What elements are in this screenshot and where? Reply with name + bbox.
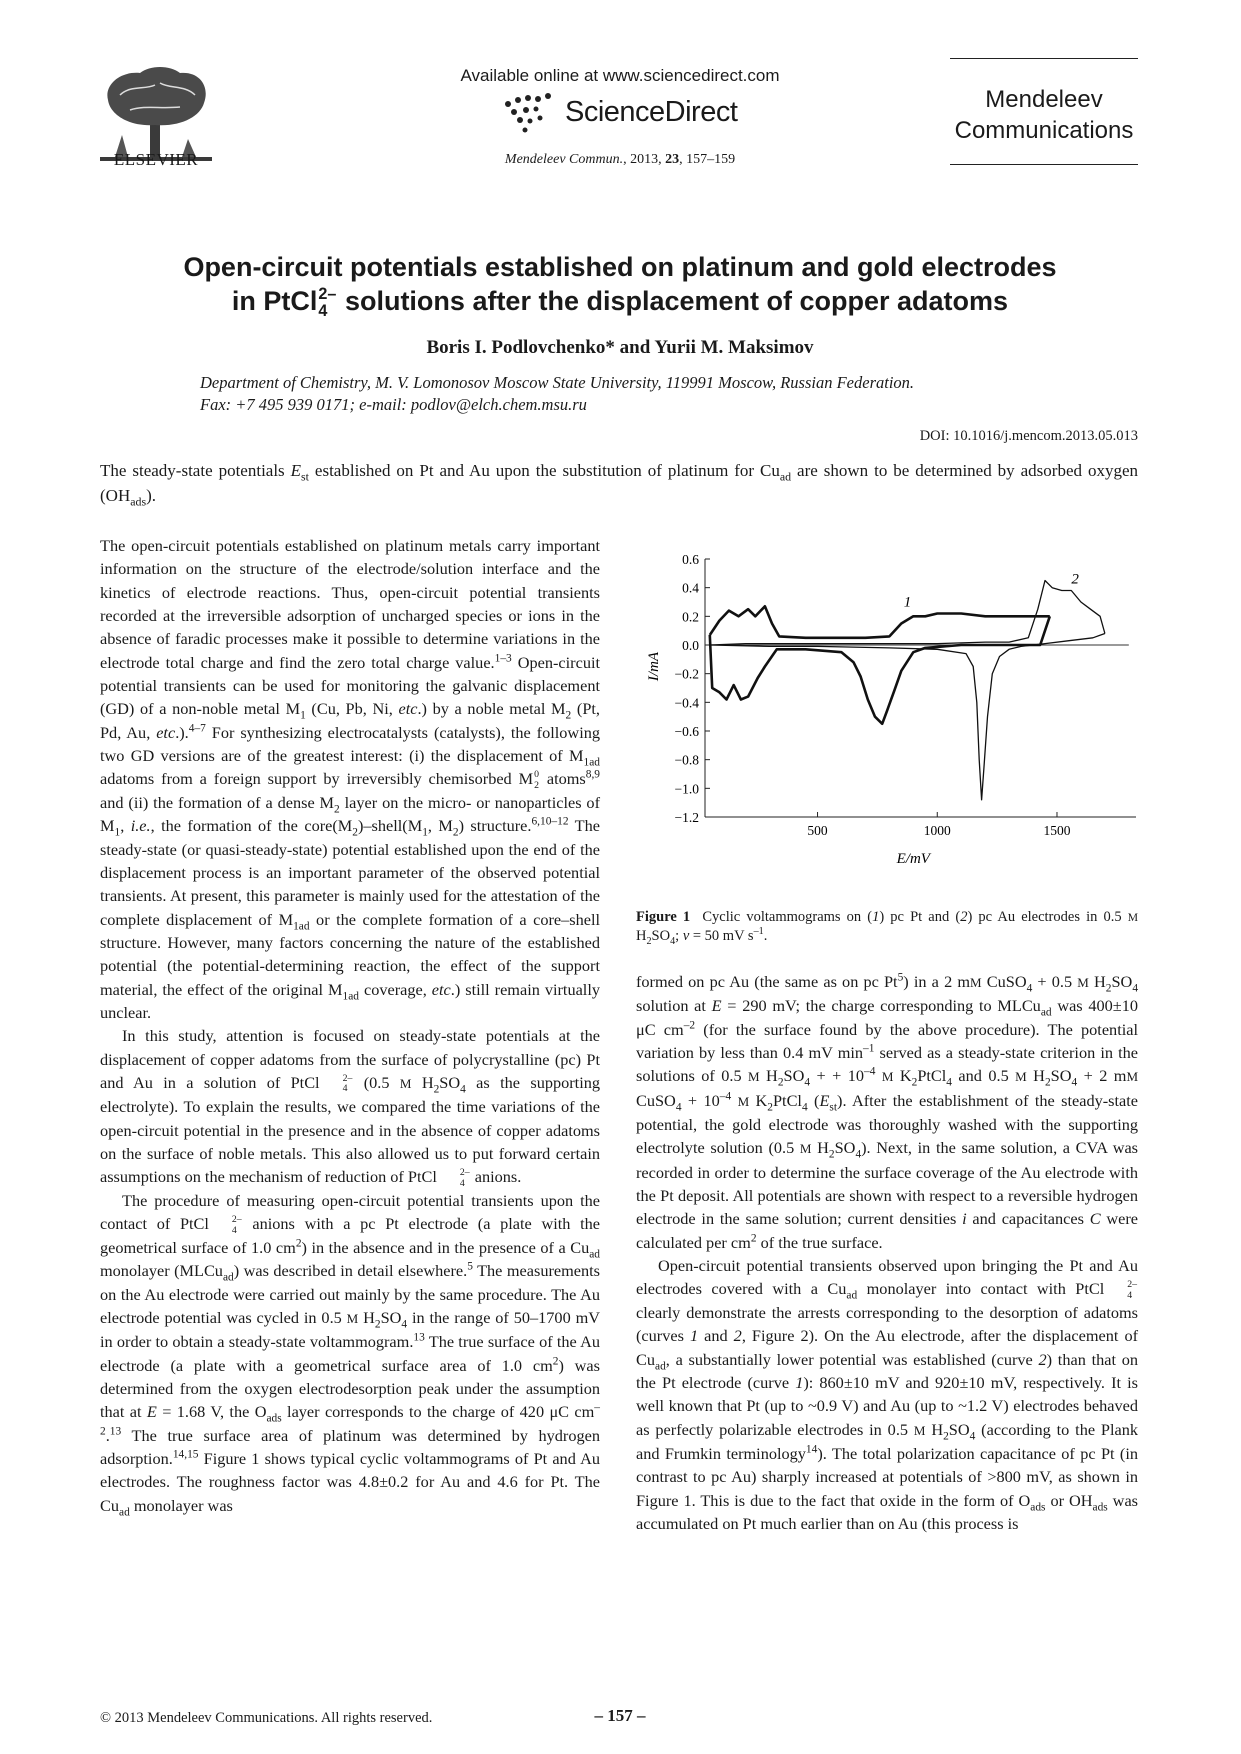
affiliation: Department of Chemistry, M. V. Lomonosov Moscow State University, 119991 Moscow, Russian Federation. Fax: +7 495 939 0171; e-mail: podlov@elch.chem.msu.ru bbox=[200, 373, 915, 414]
y-tick-label: 0.0 bbox=[682, 638, 699, 653]
y-tick-label: 0.4 bbox=[682, 580, 699, 596]
copyright: © 2013 Mendeleev Communications. All rights reserved. bbox=[100, 1710, 433, 1726]
available-online-text: Available online at www.sciencedirect.com bbox=[460, 66, 780, 85]
curve-1-anodic-line bbox=[710, 606, 1050, 638]
article-title: Open-circuit potentials established on platinum and gold electrodes in PtCl 2– 4 solutions after the displacement of copper adatoms bbox=[183, 252, 1057, 320]
chart-axes bbox=[705, 559, 1136, 817]
sciencedirect-wordmark: ScienceDirect bbox=[565, 96, 738, 128]
title-line-2-pre: in PtCl bbox=[231, 286, 318, 316]
figure-caption: Figure 1 Cyclic voltammograms on (1) pc Pt and (2) pc Au electrodes in 0.5 M $H_2SO_4$; v = 50 mV $s^{-1}$. bbox=[636, 909, 1138, 947]
abstract: The steady-state potentials $E_{st}$ established on Pt and Au upon the substitution of platinum for $Cu_{ad}$ are shown to be determined by adsorbed oxygen $(OH_{ads})$. bbox=[100, 461, 1138, 509]
journal-rule-bottom bbox=[950, 164, 1138, 165]
y-axis-label: I/mA bbox=[646, 651, 662, 682]
x-tick-label: 1000 bbox=[923, 823, 951, 838]
curve-label-1: 1 bbox=[903, 594, 912, 611]
chart-ticks bbox=[675, 552, 1071, 838]
paragraph: In this study, attention is focused on steady-state potentials at the displacement of copper adatoms from the surface of polycrystalline (pc) Pt and Au in a solution of PtCl 2– 4 (0.5 M $H_2SO_4$ as the supporting electrolyte). To explain the results, we compared the time variations of the open-circuit potential in the presence and in the absence of copper adatoms on the surface of noble metals. This also allowed us to put forward certain assumptions on the mechanism of reduction of PtCl 2– 4 anions. bbox=[100, 1026, 601, 1189]
title-line-2-post: solutions after the displacement of copper adatoms bbox=[337, 286, 1009, 316]
doi: DOI: 10.1016/j.mencom.2013.05.013 bbox=[919, 428, 1138, 444]
paragraph: Open-circuit potential transients observed upon bringing the Pt and Au electrodes covered with a $Cu_{ad}$ monolayer into contact with PtCl 2– 4 clearly demonstrate the arrests corresponding to the desorption of adatoms (curves 1 and 2, Figure 2). On the Au electrode, after the displacement of $Cu_{ad}$, a substantially lower potential was established (curve 2) than that on the Pt electrode (curve 1): 860±10 mV and 920±10 mV, respectively. It is well known that Pt (up to ~0.9 V) and Au (up to ~1.2 V) electrodes behaved as perfectly polarizable electrodes in 0.5 M $H_2SO_4$ (according to the Plank and Frumkin terminology$^{14}$). The total polarization capacitance of pc Pt (in contrast to pc Au) sharply increased at potentials of >800 mV, as shown in Figure 1. This is due to the fact that oxide in the form of $O_{ads}$ or $OH_{ads}$ was accumulated on Pt much earlier than on Au (this process is bbox=[636, 1256, 1139, 1534]
publisher-name: ELSEVIER bbox=[113, 150, 199, 169]
y-tick-label: −0.4 bbox=[674, 695, 699, 711]
body-right-column bbox=[636, 970, 1138, 1535]
y-tick-label: 0.2 bbox=[682, 609, 699, 625]
curve-1-cathodic-line bbox=[710, 616, 1050, 724]
cyclic-voltammogram-chart bbox=[636, 534, 1138, 894]
y-tick-label: −1.0 bbox=[674, 781, 699, 797]
paragraph: The procedure of measuring open-circuit potential transients upon the contact of PtCl 2– 4 anions with a pc Pt electrode (a plate with the geometrical surface of 1.0 $cm^2$) in the absence and in the presence of a $Cu_{ad}$ monolayer (MLCu$_{ad}$) was described in detail elsewhere.$^5$ The measurements on the Au electrode were carried out mainly by the same procedure. The Au electrode potential was cycled in 0.5 M $H_2SO_4$ in the range of 50–1700 mV in order to obtain a steady-state voltammogram.$^{13}$ The true surface of the Au electrode (a plate with a geometrical surface area of 1.0 $cm^2$) was determined from the oxygen electrodesorption peak under the assumption that at E = 1.68 V, the $O_{ads}$ layer corresponds to the charge of 420 μC $cm^{-2}.^{13}$ The true surface area of platinum was determined by hydrogen adsorption.$^{14,15}$ Figure 1 shows typical cyclic voltammograms of Pt and Au electrodes. The roughness factor was 4.8±0.2 for Au and 4.6 for Pt. The $Cu_{ad}$ monolayer was bbox=[100, 1191, 601, 1518]
page-number: – 157 – bbox=[594, 1706, 646, 1725]
x-tick-label: 1500 bbox=[1043, 823, 1071, 838]
curve-2-anodic-line bbox=[710, 581, 1105, 646]
x-tick-label: 500 bbox=[807, 823, 828, 838]
title-line-1: Open-circuit potentials established on platinum and gold electrodes bbox=[183, 252, 1057, 282]
journal-citation: Mendeleev Commun., 2013, 23, 157–159 bbox=[504, 152, 736, 167]
authors: Boris I. Podlovchenko* and Yurii M. Maksimov bbox=[426, 337, 814, 358]
y-tick-label: −0.6 bbox=[674, 724, 699, 739]
body-left-column bbox=[100, 534, 600, 1517]
y-tick-label: −0.2 bbox=[674, 666, 699, 682]
y-tick-label: −0.8 bbox=[674, 752, 699, 768]
journal-name: Mendeleev Communications bbox=[954, 86, 1134, 144]
paragraph: The open-circuit potentials established on platinum metals carry important information on the structure of the electrode/solution interface and the kinetics of electrode reactions. Thus, open-circuit potential transients recorded at the irreversible adsorption of uncharged species or ions in the absence of faradic processes make it possible to determine variations in the electrode total charge and find the zero total charge value.$^{1-3}$ Open-circuit potential transients can be used for monitoring the galvanic displacement (GD) of a non-noble metal $M_1$ (Cu, Pb, Ni, etc.) by a noble metal $M_2$ (Pt, Pd, Au, etc.).$^{4-7}$ For synthesizing electrocatalysts (catalysts), the following two GD versions are of the greatest interest: (i) the displacement of $M_{1ad}$ adatoms from a foreign support by irreversibly chemisorbed M 0 2 atoms$^{8,9}$ and (ii) the formation of a dense $M_2$ layer on the micro- or nanoparticles of $M_1$, i.e., the formation of the $core(M_2)-shell(M_1$, $M_2$) structure.$^{6,10-12}$ The steady-state (or quasi-steady-state) potential established upon the end of the displacement process is an important parameter of the observed potential transients. At present, this parameter is mainly used for the attestation of the complete displacement of $M_{1ad}$ or the complete formation of a core–shell structure. However, many factors concerning the nature of the established potential (the potential-determining reaction, the effect of the support material, the effect of the original $M_{1ad}$ coverage, etc.) still remain virtually unclear. bbox=[100, 536, 601, 1023]
y-tick-label: 0.6 bbox=[682, 552, 699, 567]
journal-rule-top bbox=[950, 58, 1138, 59]
y-tick-label: −1.2 bbox=[674, 810, 699, 825]
x-axis-label: E/mV bbox=[896, 851, 930, 867]
curve-label-2: 2 bbox=[1071, 571, 1079, 588]
figure-caption-label: Figure 1 bbox=[636, 909, 691, 925]
chart-curves bbox=[710, 581, 1129, 800]
paragraph: formed on pc Au (the same as on pc Pt$^5$) in a 2 mM CuSO$_4$ + 0.5 M $H_2SO_4$ solution at E = 290 mV; the charge corresponding to MLCu$_{ad}$ was 400±10 μC $cm^{-2}$ (for the surface found by the above procedure). The potential variation by less than 0.4 mV $\min^{-1}$ served as a steady-state criterion in the solutions of 0.5 M $H_2SO_4$ + + $10^{-4}$ M $K_2PtCl_4$ and 0.5 M $H_2SO_4 + 2$ mM CuSO$_4$ + $10^{-4}$ M $K_2PtCl_4$ $(E_{st})$. After the establishment of the steady-state potential, the gold electrode was thoroughly washed with the supporting electrolyte solution (0.5 M $H_2SO_4$). Next, in the same solution, a CVA was recorded in order to determine the surface coverage of the Au electrode with the Pt deposit. All potentials are shown with respect to a reversible hydrogen electrode in the same solution; current densities i and capacitances C were calculated per $cm^2$ of the true surface. bbox=[636, 971, 1139, 1252]
